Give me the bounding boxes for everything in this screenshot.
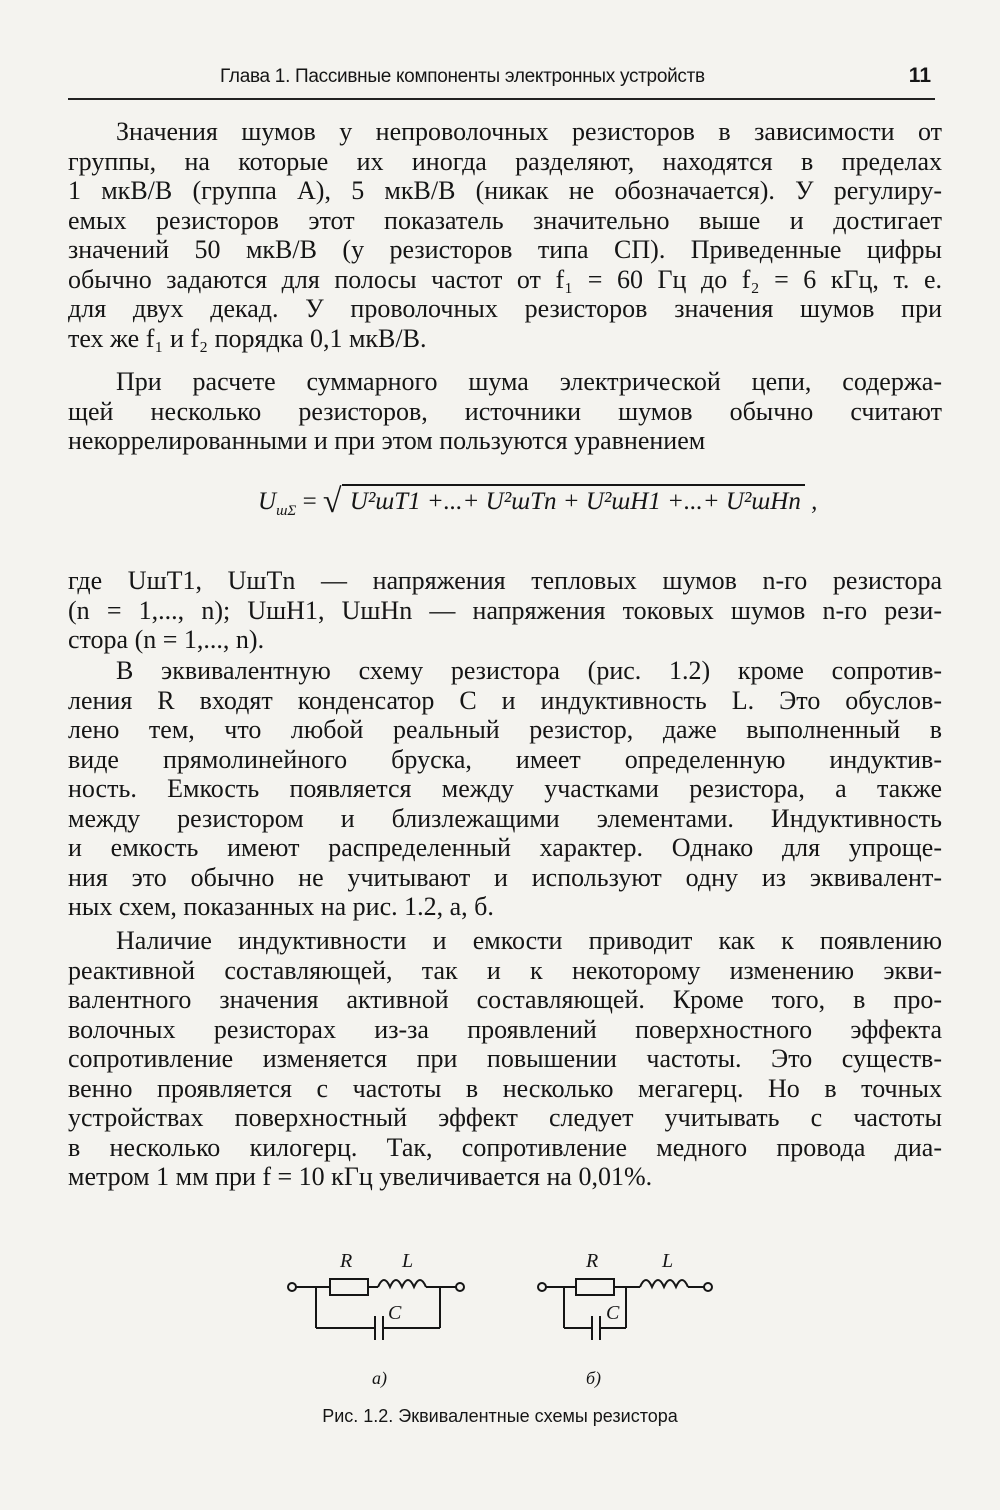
figure-circuits [280,1250,740,1395]
text-line: При расчете суммарного шума электрической цепи, содержа- [116,367,942,396]
chapter-title: Глава 1. Пассивные компоненты электронных устройств [220,66,705,87]
text-line: группы, на которые их иногда разделяют, находятся в пределах [68,146,942,176]
text-line: Наличие индуктивности и емкости приводит как к появлению [116,926,942,955]
text-line: ность. Емкость появляется между участками резистора, а также [68,774,942,803]
formula-lhs-sub: шΣ [276,503,297,519]
text-line: Значения шумов у непроволочных резисторов в зависимости от [116,117,942,146]
text-line: щей несколько резисторов, источники шумов обычно считают [68,396,942,426]
figure-caption: Рис. 1.2. Эквивалентные схемы резистора [322,1406,678,1426]
formula-term: U²шT1 [349,488,421,515]
text-line: емых резисторов этот показатель значительно выше и достигает [68,205,942,235]
sublabel-a: а) [372,1368,387,1388]
text-line: значений 50 мкВ/В (у резисторов типа СП). Приведенные цифры [68,235,942,264]
text-line: устройствах поверхностный эффект следует учитывать с частоты [68,1103,942,1132]
circuit-a [288,1279,464,1340]
text-line: ления R входят конденсатор C и индуктивность L. Это обуслов- [68,685,942,715]
text-line: валентного значения активной составляющей. Кроме того, в про- [68,985,942,1014]
paragraph-3 [68,566,942,655]
text-line: (n = 1,..., n); UшH1, UшHn — напряжения токовых шумов n-го рези- [68,595,942,625]
formula-term: U²шHn [725,488,801,515]
formula-eq: = [302,488,317,515]
formula-term: +...+ [426,488,480,515]
paragraph-5 [68,926,942,1192]
formula-term: U²шH1 [585,488,661,515]
formula-term: + [562,488,580,515]
text-line: некоррелированными и при этом пользуются уравнением [68,426,706,455]
formula-term: U²шTn [485,488,557,515]
sublabel-b: б) [586,1368,602,1388]
text-line: стора (n = 1,..., n). [68,625,265,654]
label-r-a: R [340,1250,353,1272]
noise-formula [258,480,817,520]
formula-term: +...+ [667,488,720,515]
text-line: и емкость имеют распределенный характер. Однако для упроще- [68,833,942,862]
formula-tail: , [811,488,818,515]
label-l-b: L [662,1250,674,1272]
text-line: ния это обычно не учитывают и используют одну из эквивалент- [68,862,942,892]
text-line: 1 мкВ/В (группа A), 5 мкВ/В (никак не обозначается). У регулиру- [68,176,942,205]
paragraph-2 [68,367,942,456]
text-line: венно проявляется с частоты в несколько мегагерц. Но в точных [68,1073,942,1103]
text-line: реактивной составляющей, так и к некоторому изменению экви- [68,955,942,985]
label-c-b: C [606,1302,620,1324]
paragraph-4 [68,656,942,922]
label-c-a: C [388,1302,402,1324]
text-line: обычно задаются для полосы частот от f₁ = 60 Гц до f₂ = 6 кГц, т. е. [68,264,942,294]
formula-lhs: U [258,488,277,515]
text-line: виде прямолинейного бруска, имеет определенную индуктив- [68,744,942,774]
paragraph-1 [68,117,942,353]
text-line: между резистором и близлежащими элементами. Индуктивность [68,803,942,833]
circuit-b [538,1279,712,1340]
text-line: в несколько килогерц. Так, сопротивление медного провода диа- [68,1132,942,1162]
text-line: тех же f₁ и f₂ порядка 0,1 мкВ/В. [68,323,427,353]
text-line: метром 1 мм при f = 10 кГц увеличивается на 0,01%. [68,1162,653,1191]
sqrt-sign: √ [322,483,342,520]
label-r-b: R [586,1250,599,1272]
text-line: сопротивление изменяется при повышении частоты. Это существ- [68,1044,942,1073]
text-line: лено тем, что любой реальный резистор, даже выполненный в [68,715,942,744]
text-line: где UшT1, UшTn — напряжения тепловых шумов n-го резистора [68,566,942,595]
page-number: 11 [908,64,931,87]
text-line: для двух декад. У проволочных резисторов значения шумов при [68,294,942,323]
text-line: ных схем, показанных на рис. 1.2, а, б. [68,892,494,921]
page-header [68,58,935,100]
text-line: волочных резисторах из-за проявлений поверхностного эффекта [68,1014,942,1044]
text-line: В эквивалентную схему резистора (рис. 1.2) кроме сопротив- [116,656,942,685]
label-l-a: L [402,1250,414,1272]
